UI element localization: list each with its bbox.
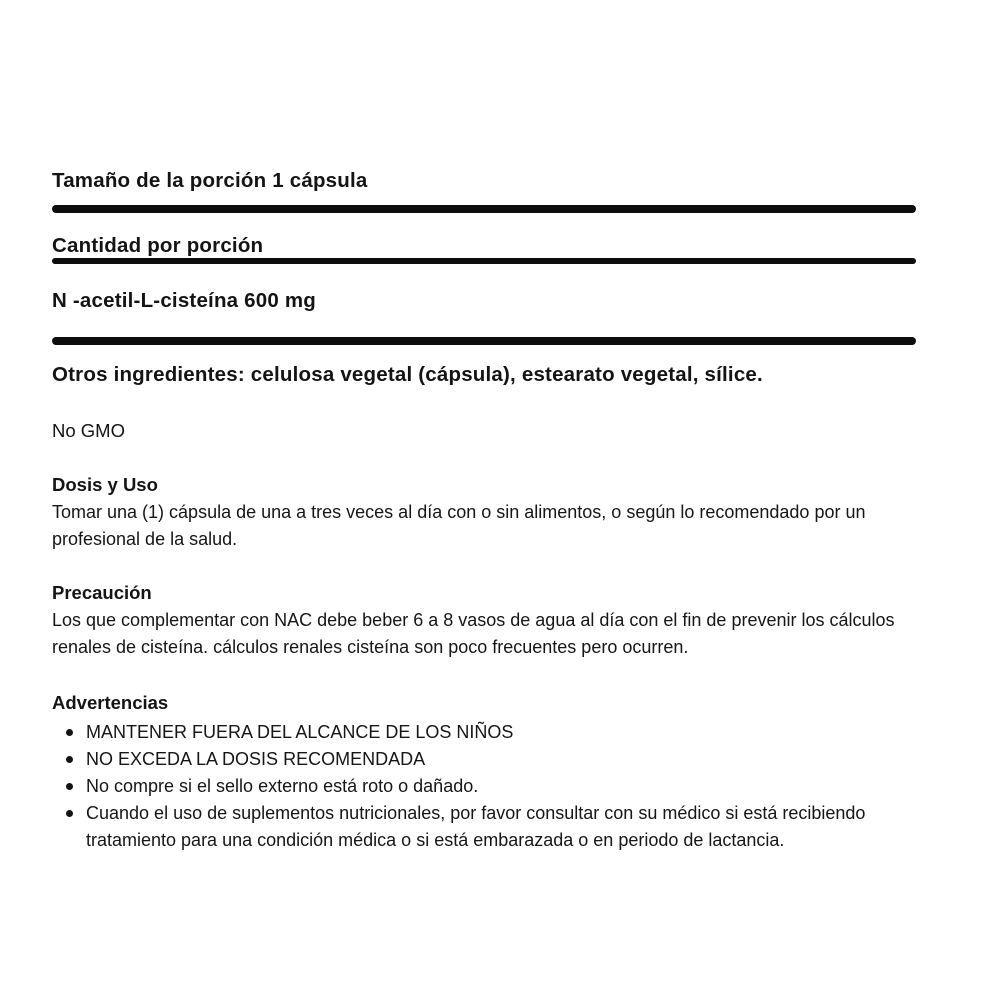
caution-body: Los que complementar con NAC debe beber 6 a 8 vasos de agua al día con el fin de prevenir los cálculos renales de cisteína. cálculos renales cisteína son poco frecuentes pero ocurren. xyxy=(52,610,895,657)
bullet-icon xyxy=(66,810,73,817)
warnings-heading: Advertencias xyxy=(52,692,169,713)
divider-rule-ingredient xyxy=(52,337,916,345)
bullet-icon xyxy=(66,783,73,790)
caution-heading: Precaución xyxy=(52,582,152,603)
amount-per-serving-heading: Cantidad por porción xyxy=(52,234,264,257)
warning-list-item xyxy=(52,800,916,854)
serving-size-heading: Tamaño de la porción 1 cápsula xyxy=(52,169,368,192)
warnings-list xyxy=(52,719,916,854)
warning-list-item xyxy=(52,773,916,800)
other-ingredients-line: Otros ingredientes: celulosa vegetal (cápsula), estearato vegetal, sílice. xyxy=(52,363,763,386)
warning-list-item xyxy=(52,746,916,773)
bullet-icon xyxy=(66,729,73,736)
label-content xyxy=(52,170,916,854)
warning-item-text: NO EXCEDA LA DOSIS RECOMENDADA xyxy=(86,749,426,769)
warning-item-text: Cuando el uso de suplementos nutricionales, por favor consultar con su médico si está recibiendo tratamiento para una condición médica o si está embarazada o en periodo de lactancia. xyxy=(86,803,866,850)
warning-item-text: No compre si el sello externo está roto o dañado. xyxy=(86,776,479,796)
warning-item-text: MANTENER FUERA DEL ALCANCE DE LOS NIÑOS xyxy=(86,722,514,742)
non-gmo-note: No GMO xyxy=(52,420,125,441)
divider-rule-top xyxy=(52,205,916,213)
warning-list-item xyxy=(52,719,916,746)
active-ingredient-row: N -acetil-L-cisteína 600 mg xyxy=(52,289,317,312)
divider-rule-amount xyxy=(52,258,916,264)
dosage-heading: Dosis y Uso xyxy=(52,474,158,495)
dosage-body: Tomar una (1) cápsula de una a tres veces al día con o sin alimentos, o según lo recomendado por un profesional de la salud. xyxy=(52,502,866,549)
bullet-icon xyxy=(66,756,73,763)
